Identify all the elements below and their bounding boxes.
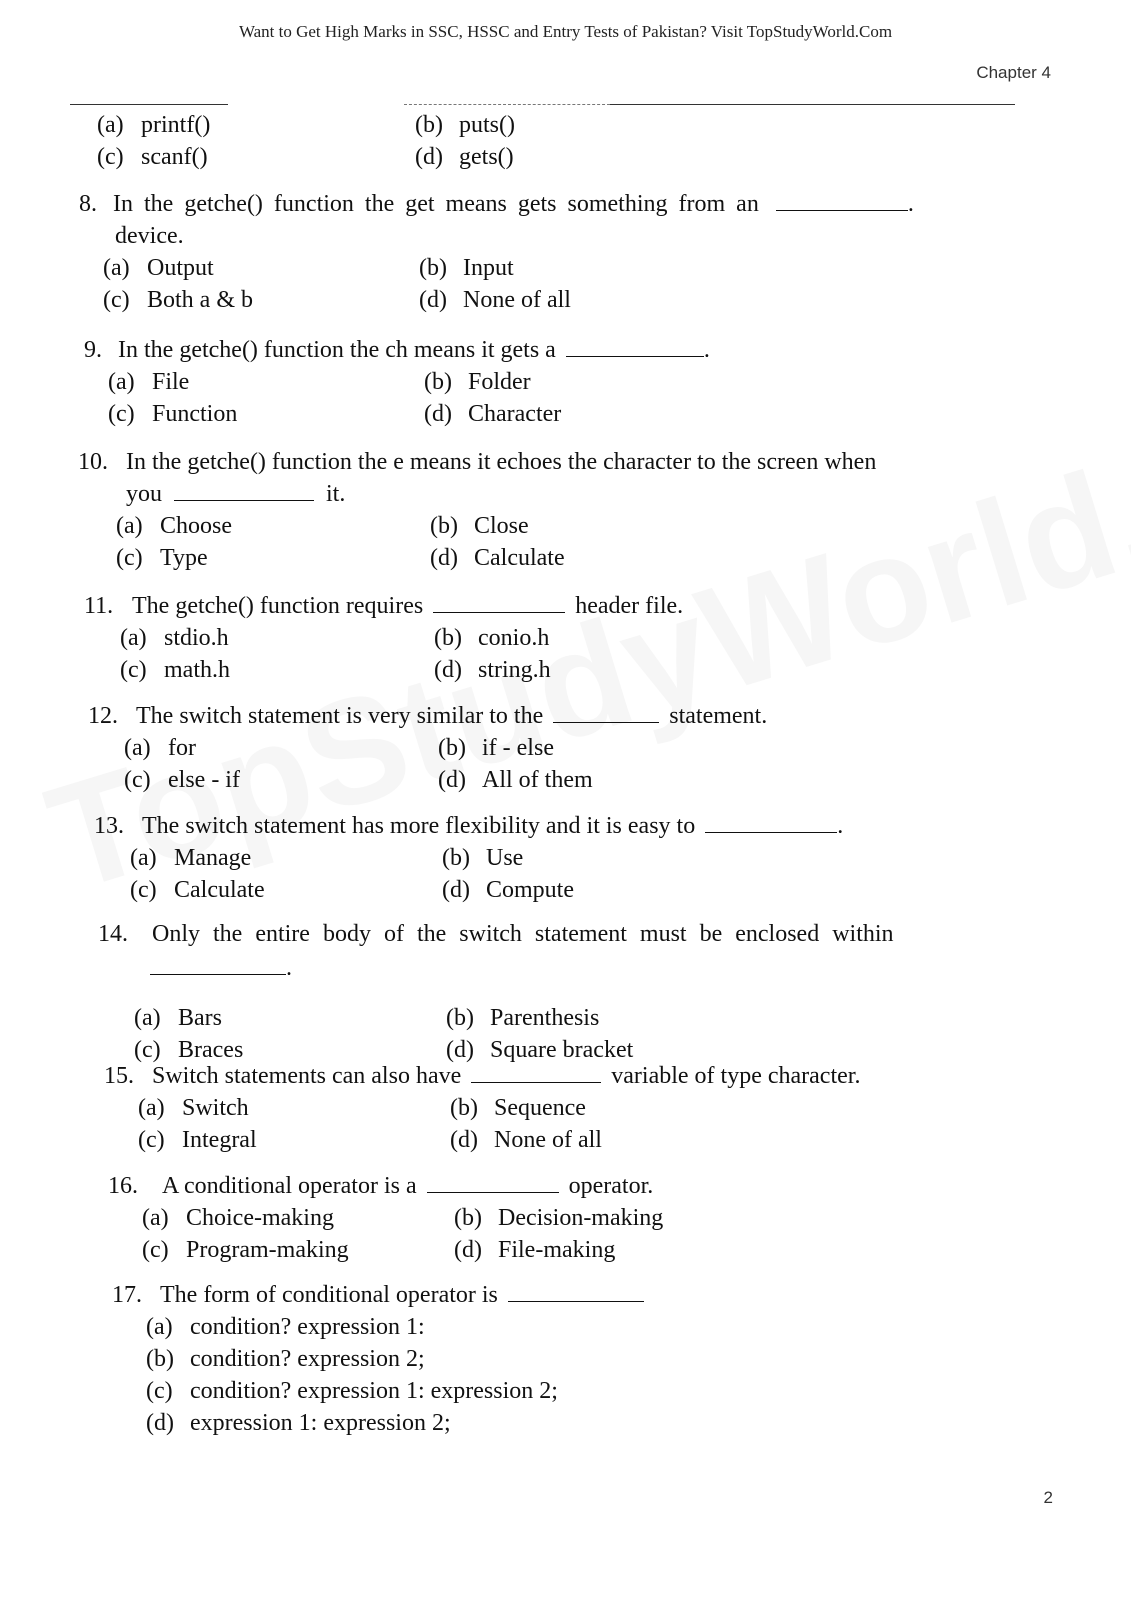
option-a: (a) condition? expression 1: [146,1314,425,1340]
option-a: (a) Choice-making [142,1205,334,1231]
header-rule-left [70,104,228,105]
option-d: (d) All of them [438,767,593,793]
question-9: 9. In the getche() function the ch means it gets a . (a) File (b) Folder (c) Function (d) Character [84,334,984,430]
option-a: (a) printf() [97,112,211,138]
option-d: (d) File-making [454,1237,616,1263]
option-b: (b) Input [419,255,514,281]
answer-blank [427,1172,559,1193]
option-b: (b) Parenthesis [446,1005,600,1031]
question-text: In the getche() function the get means gets something from an [113,191,759,217]
question-text: A conditional operator is a [162,1173,417,1199]
option-a: (a) Manage [130,845,252,871]
answer-blank [776,190,908,211]
answer-blank [174,480,314,501]
question-text: The switch statement is very similar to the [136,703,544,729]
option-c: (c) scanf() [97,144,208,170]
option-d: (d) string.h [434,657,551,683]
option-b: (b) puts() [415,112,515,138]
option-b: (b) Use [442,845,524,871]
option-c: (c) Type [116,545,208,571]
option-b: (b) Sequence [450,1095,586,1121]
question-text: The switch statement has more flexibility and it is easy to [142,813,696,839]
option-a: (a) File [108,369,190,395]
option-d: (d) Square bracket [446,1037,634,1063]
page-number: 2 [1043,1488,1053,1507]
answer-blank [433,592,565,613]
header-rule-dotted [404,104,610,105]
question-7-options [97,109,797,173]
answer-blank [471,1062,601,1083]
option-d: (d) Character [424,401,562,427]
question-12: 12. The switch statement is very similar to the statement. (a) for (b) if - else (c) else - if (d) All of them [88,700,988,796]
option-c: (c) Function [108,401,238,427]
option-d: (d) None of all [450,1127,602,1153]
question-text: In the getche() function the e means it echoes the character to the screen when [126,449,877,475]
question-text: Switch statements can also have [152,1063,462,1089]
option-c: (c) condition? expression 1: expression 2; [146,1378,558,1404]
header-rule-right [610,104,1015,105]
answer-blank [150,950,286,975]
option-a: (a) stdio.h [120,625,229,651]
option-c: (c) Both a & b [103,287,253,313]
option-b: (b) if - else [438,735,554,761]
option-c: (c) Braces [134,1037,244,1063]
option-c: (c) Program-making [142,1237,349,1263]
option-c: (c) else - if [124,767,240,793]
question-text: Only the entire body of the switch statement must be enclosed within [152,921,894,947]
answer-blank [705,812,837,833]
option-d: (d) Compute [442,877,574,903]
question-15: 15. Switch statements can also have variable of type character. (a) Switch (b) Sequence (c) Integral (d) None of all [104,1060,1004,1156]
option-b: (b) conio.h [434,625,550,651]
question-text: In the getche() function the ch means it gets a [118,337,556,363]
question-17: 17. The form of conditional operator is (a) condition? expression 1: (b) condition? expression 2; (c) condition? expression 1: expression 2; (d) expression 1: expression 2; [112,1279,1012,1439]
answer-blank [508,1281,644,1302]
question-text: The form of conditional operator is [160,1282,498,1308]
question-11: 11. The getche() function requires header file. (a) stdio.h (b) conio.h (c) math.h (d) string.h [84,590,984,686]
option-a: (a) Bars [134,1005,222,1031]
chapter-label: Chapter 4 [976,63,1051,82]
option-d: (d) None of all [419,287,571,313]
option-b: (b) Decision-making [454,1205,664,1231]
option-a: (a) Output [103,255,214,281]
option-c: (c) Calculate [130,877,265,903]
answer-blank [553,702,659,723]
option-b: (b) Folder [424,369,531,395]
question-8: 8. In the getche() function the get means gets something from an . device. (a) Output (b) Input (c) Both a & b (d) None of all [79,188,1039,316]
question-14: 14. Only the entire body of the switch statement must be enclosed within . (a) Bars (b) Parenthesis (c) Braces (d) Square bracket [98,918,1033,1066]
question-10: 10. In the getche() function the e means it echoes the character to the screen when you it. (a) Choose (b) Close (c) Type (d) Calculate [78,446,1038,574]
option-c: (c) math.h [120,657,230,683]
answer-blank [566,336,704,357]
option-b: (b) Close [430,513,529,539]
option-d: (d) Calculate [430,545,565,571]
option-d: (d) gets() [415,144,514,170]
option-d: (d) expression 1: expression 2; [146,1410,451,1436]
option-a: (a) for [124,735,196,761]
top-banner: Want to Get High Marks in SSC, HSSC and Entry Tests of Pakistan? Visit TopStudyWorld.Com [238,22,893,41]
option-a: (a) Choose [116,513,232,539]
question-16: 16. A conditional operator is a operator. (a) Choice-making (b) Decision-making (c) Program-making (d) File-making [108,1170,1008,1266]
question-13: 13. The switch statement has more flexibility and it is easy to . (a) Manage (b) Use (c) Calculate (d) Compute [94,810,994,906]
option-a: (a) Switch [138,1095,249,1121]
question-text: The getche() function requires [132,593,424,619]
option-c: (c) Integral [138,1127,257,1153]
option-b: (b) condition? expression 2; [146,1346,425,1372]
